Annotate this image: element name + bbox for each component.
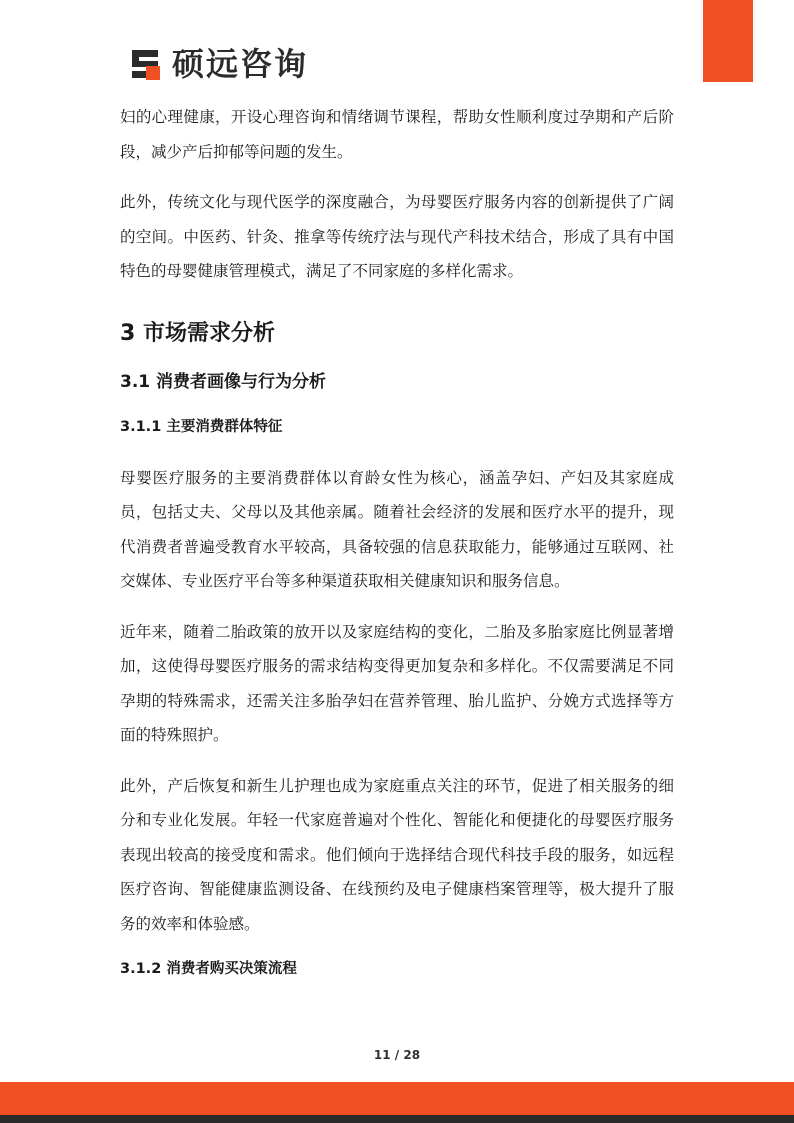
footer-dark-strip (0, 1115, 794, 1123)
footer-accent-bar (0, 1082, 794, 1115)
body-paragraph-3: 此外，产后恢复和新生儿护理也成为家庭重点关注的环节，促进了相关服务的细分和专业化发展。年轻一代家庭普遍对个性化、智能化和便捷化的母婴医疗服务表现出较高的接受度和需求。他们倾向于选择结合现代科技手段的服务，如远程医疗咨询、智能健康监测设备、在线预约及电子健康档案管理等，极大提升了服务的效率和体验感。 (120, 776, 674, 933)
page-number: 11 / 28 (373, 1048, 421, 1062)
corner-accent-block (703, 0, 753, 82)
intro-paragraph-2: 此外，传统文化与现代医学的深度融合，为母婴医疗服务内容的创新提供了广阔的空间。中医药、针灸、推拿等传统疗法与现代产科技术结合，形成了具有中国特色的母婴健康管理模式，满足了不同家庭的多样化需求。 (120, 193, 674, 280)
logo-mark-icon (128, 46, 164, 82)
section-heading: 3 市场需求分析 (120, 320, 275, 346)
subsection-heading: 3.1 消费者画像与行为分析 (120, 371, 327, 392)
brand-name: 硕远咨询 (172, 45, 309, 83)
body-paragraph-1: 母婴医疗服务的主要消费群体以育龄女性为核心，涵盖孕妇、产妇及其家庭成员，包括丈夫、父母以及其他亲属。随着社会经济的发展和医疗水平的提升，现代消费者普遍受教育水平较高，具备较强的信息获取能力，能够通过互联网、社交媒体、专业医疗平台等多种渠道获取相关健康知识和服务信息。 (120, 468, 674, 590)
document-body (120, 100, 674, 1003)
next-subsubsection-heading: 3.1.2 消费者购买决策流程 (120, 961, 297, 977)
subsubsection-heading: 3.1.1 主要消费群体特征 (120, 418, 283, 435)
body-paragraph-2: 近年来，随着二胎政策的放开以及家庭结构的变化，二胎及多胎家庭比例显著增加，这使得母婴医疗服务的需求结构变得更加复杂和多样化。不仅需要满足不同孕期的特殊需求，还需关注多胎孕妇在营养管理、胎儿监护、分娩方式选择等方面的特殊照护。 (120, 622, 674, 744)
intro-paragraph-1: 妇的心理健康，开设心理咨询和情绪调节课程，帮助女性顺利度过孕期和产后阶段，减少产后抑郁等问题的发生。 (120, 108, 674, 161)
brand-logo (128, 44, 308, 84)
